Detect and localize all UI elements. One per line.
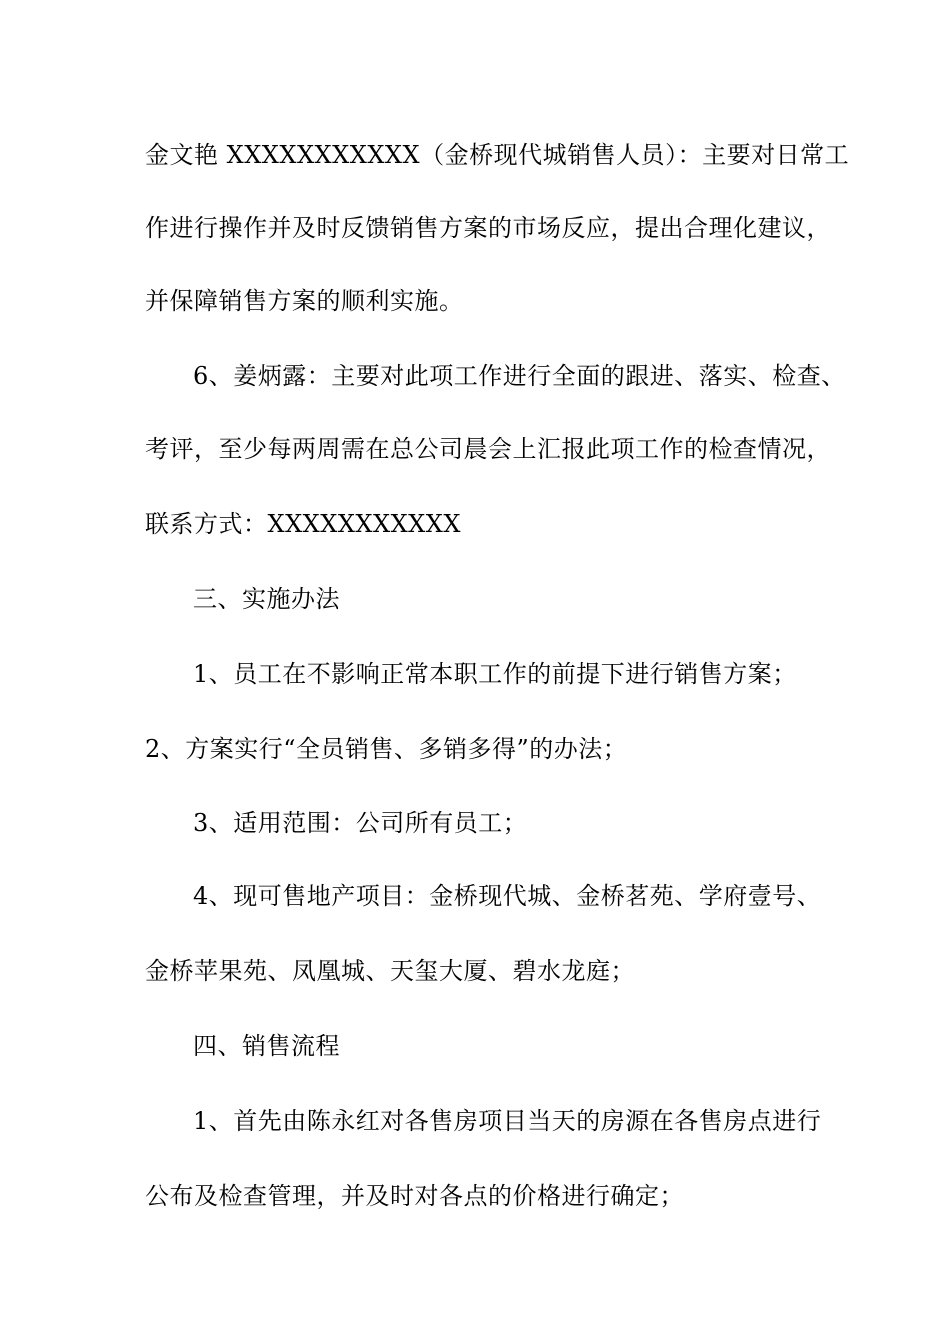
text-line-5: 考评，至少每两周需在总公司晨会上汇报此项工作的检查情况， [145, 435, 831, 463]
section-heading-3: 三、实施办法 [193, 585, 340, 613]
text-line-4: 6、姜炳露：主要对此项工作进行全面的跟进、落实、检查、 [193, 362, 846, 390]
text-line-1: 金文艳 XXXXXXXXXXX（金桥现代城销售人员）：主要对日常工 [145, 141, 850, 169]
text-line-2: 作进行操作并及时反馈销售方案的市场反应，提出合理化建议， [145, 214, 831, 242]
text-line-8: 1、员工在不影响正常本职工作的前提下进行销售方案； [193, 660, 797, 688]
section-heading-4: 四、销售流程 [193, 1032, 340, 1060]
text-line-10: 3、适用范围：公司所有员工； [193, 809, 528, 837]
text-line-3: 并保障销售方案的顺利实施。 [145, 287, 464, 315]
text-line-12: 金桥苹果苑、凤凰城、天玺大厦、碧水龙庭； [145, 957, 635, 985]
text-line-15: 公布及检查管理，并及时对各点的价格进行确定； [145, 1182, 684, 1210]
text-line-11: 4、现可售地产项目：金桥现代城、金桥茗苑、学府壹号、 [193, 882, 822, 910]
text-line-9: 2、方案实行“全员销售、多销多得”的办法； [145, 735, 628, 763]
text-line-14: 1、首先由陈永红对各售房项目当天的房源在各售房点进行 [193, 1107, 822, 1135]
text-line-6: 联系方式：XXXXXXXXXXX [145, 510, 461, 538]
